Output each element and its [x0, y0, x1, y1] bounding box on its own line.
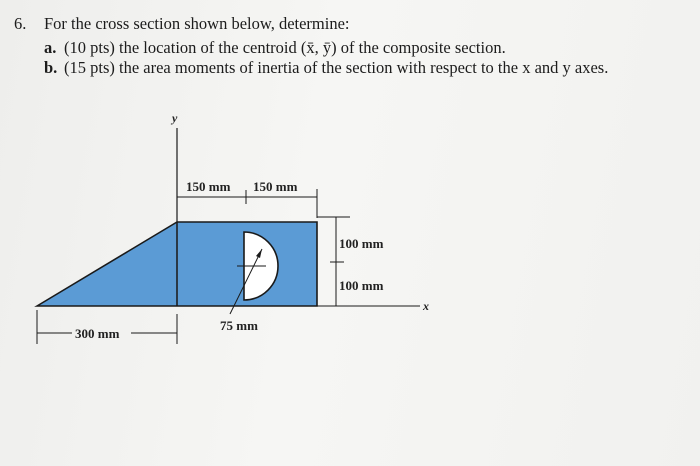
part-a-letter: a. [44, 38, 57, 57]
dim-right-lower: 100 mm [339, 278, 384, 293]
dim-top-left: 150 mm [186, 179, 231, 194]
part-b-letter: b. [44, 58, 58, 77]
problem-number: 6. [14, 14, 27, 33]
y-axis-label: y [172, 111, 178, 125]
part-a-text: (10 pts) the location of the centroid (x̄, ȳ) of the composite section. [64, 38, 506, 57]
problem-statement: For the cross section shown below, determine: [44, 14, 350, 33]
dim-radius: 75 mm [220, 318, 258, 333]
dim-bottom-left: 300 mm [75, 326, 120, 341]
dim-top-right: 150 mm [253, 179, 298, 194]
part-b-text: (15 pts) the area moments of inertia of the section with respect to the x and y axes. [64, 58, 609, 77]
x-axis-label: x [423, 299, 429, 313]
dim-right-upper: 100 mm [339, 236, 384, 251]
